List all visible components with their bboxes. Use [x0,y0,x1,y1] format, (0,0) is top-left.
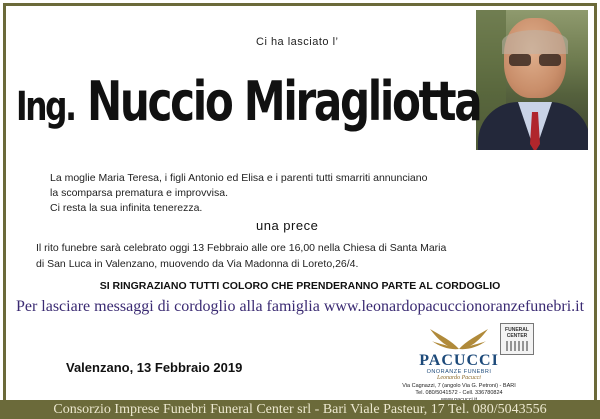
logo-subtitle: ONORANZE FUNEBRI [426,369,492,375]
thanks-text: SI RINGRAZIANO TUTTI COLORO CHE PRENDERANNO PARTE AL CORDOGLIO [99,280,501,292]
title-prefix: Ing. [16,84,75,130]
portrait-photo [476,10,588,150]
intro-text: Ci ha lasciato l’ [256,36,339,48]
full-name: Nuccio Miragliotta [86,70,481,133]
logo-script: Leonardo Pacucci [437,375,481,381]
badge-line: FUNERAL [505,327,529,333]
family-message-line: la scomparsa prematura e improvvisa. [50,187,228,199]
logo-address-line: Via Cagnazzi, 7 (angolo Via G. Petroni) - BARI [402,383,516,389]
logo-phone-line: Tel. 080/5041572 - Cell. 336780824 [415,390,503,396]
place-date: Valenzano, 13 Febbraio 2019 [66,360,243,375]
funeral-info-line: Il rito funebre sarà celebrato oggi 13 Febbraio alle ore 16,00 nella Chiesa di Santa Maria [36,242,447,254]
family-message-line: La moglie Maria Teresa, i figli Antonio ed Elisa e i parenti tutti smarriti annunciano [50,172,428,184]
funeral-info [36,240,566,272]
footer-bar: Consorzio Imprese Funebri Funeral Center srl - Bari Viale Pasteur, 17 Tel. 080/5043556 [0,400,600,419]
photo-glasses [509,54,563,67]
funeral-center-badge [500,323,534,355]
building-icon [506,341,528,351]
deceased-name [16,68,481,141]
prayer-heading: una prece [256,218,319,233]
logo-brand: PACUCCI [419,352,499,369]
family-message-line: Ci resta la sua infinita tenerezza. [50,202,203,214]
photo-hair [502,30,568,54]
wings-icon [428,327,490,351]
family-message [50,171,490,216]
funeral-info-line: di San Luca in Valenzano, muovendo da Via Madonna di Loreto,26/4. [36,258,359,270]
condolence-link-text[interactable]: Per lasciare messaggi di cordoglio alla famiglia www.leonardopacuccionoranzefunebri.it [15,298,585,315]
badge-line: CENTER [506,333,528,339]
